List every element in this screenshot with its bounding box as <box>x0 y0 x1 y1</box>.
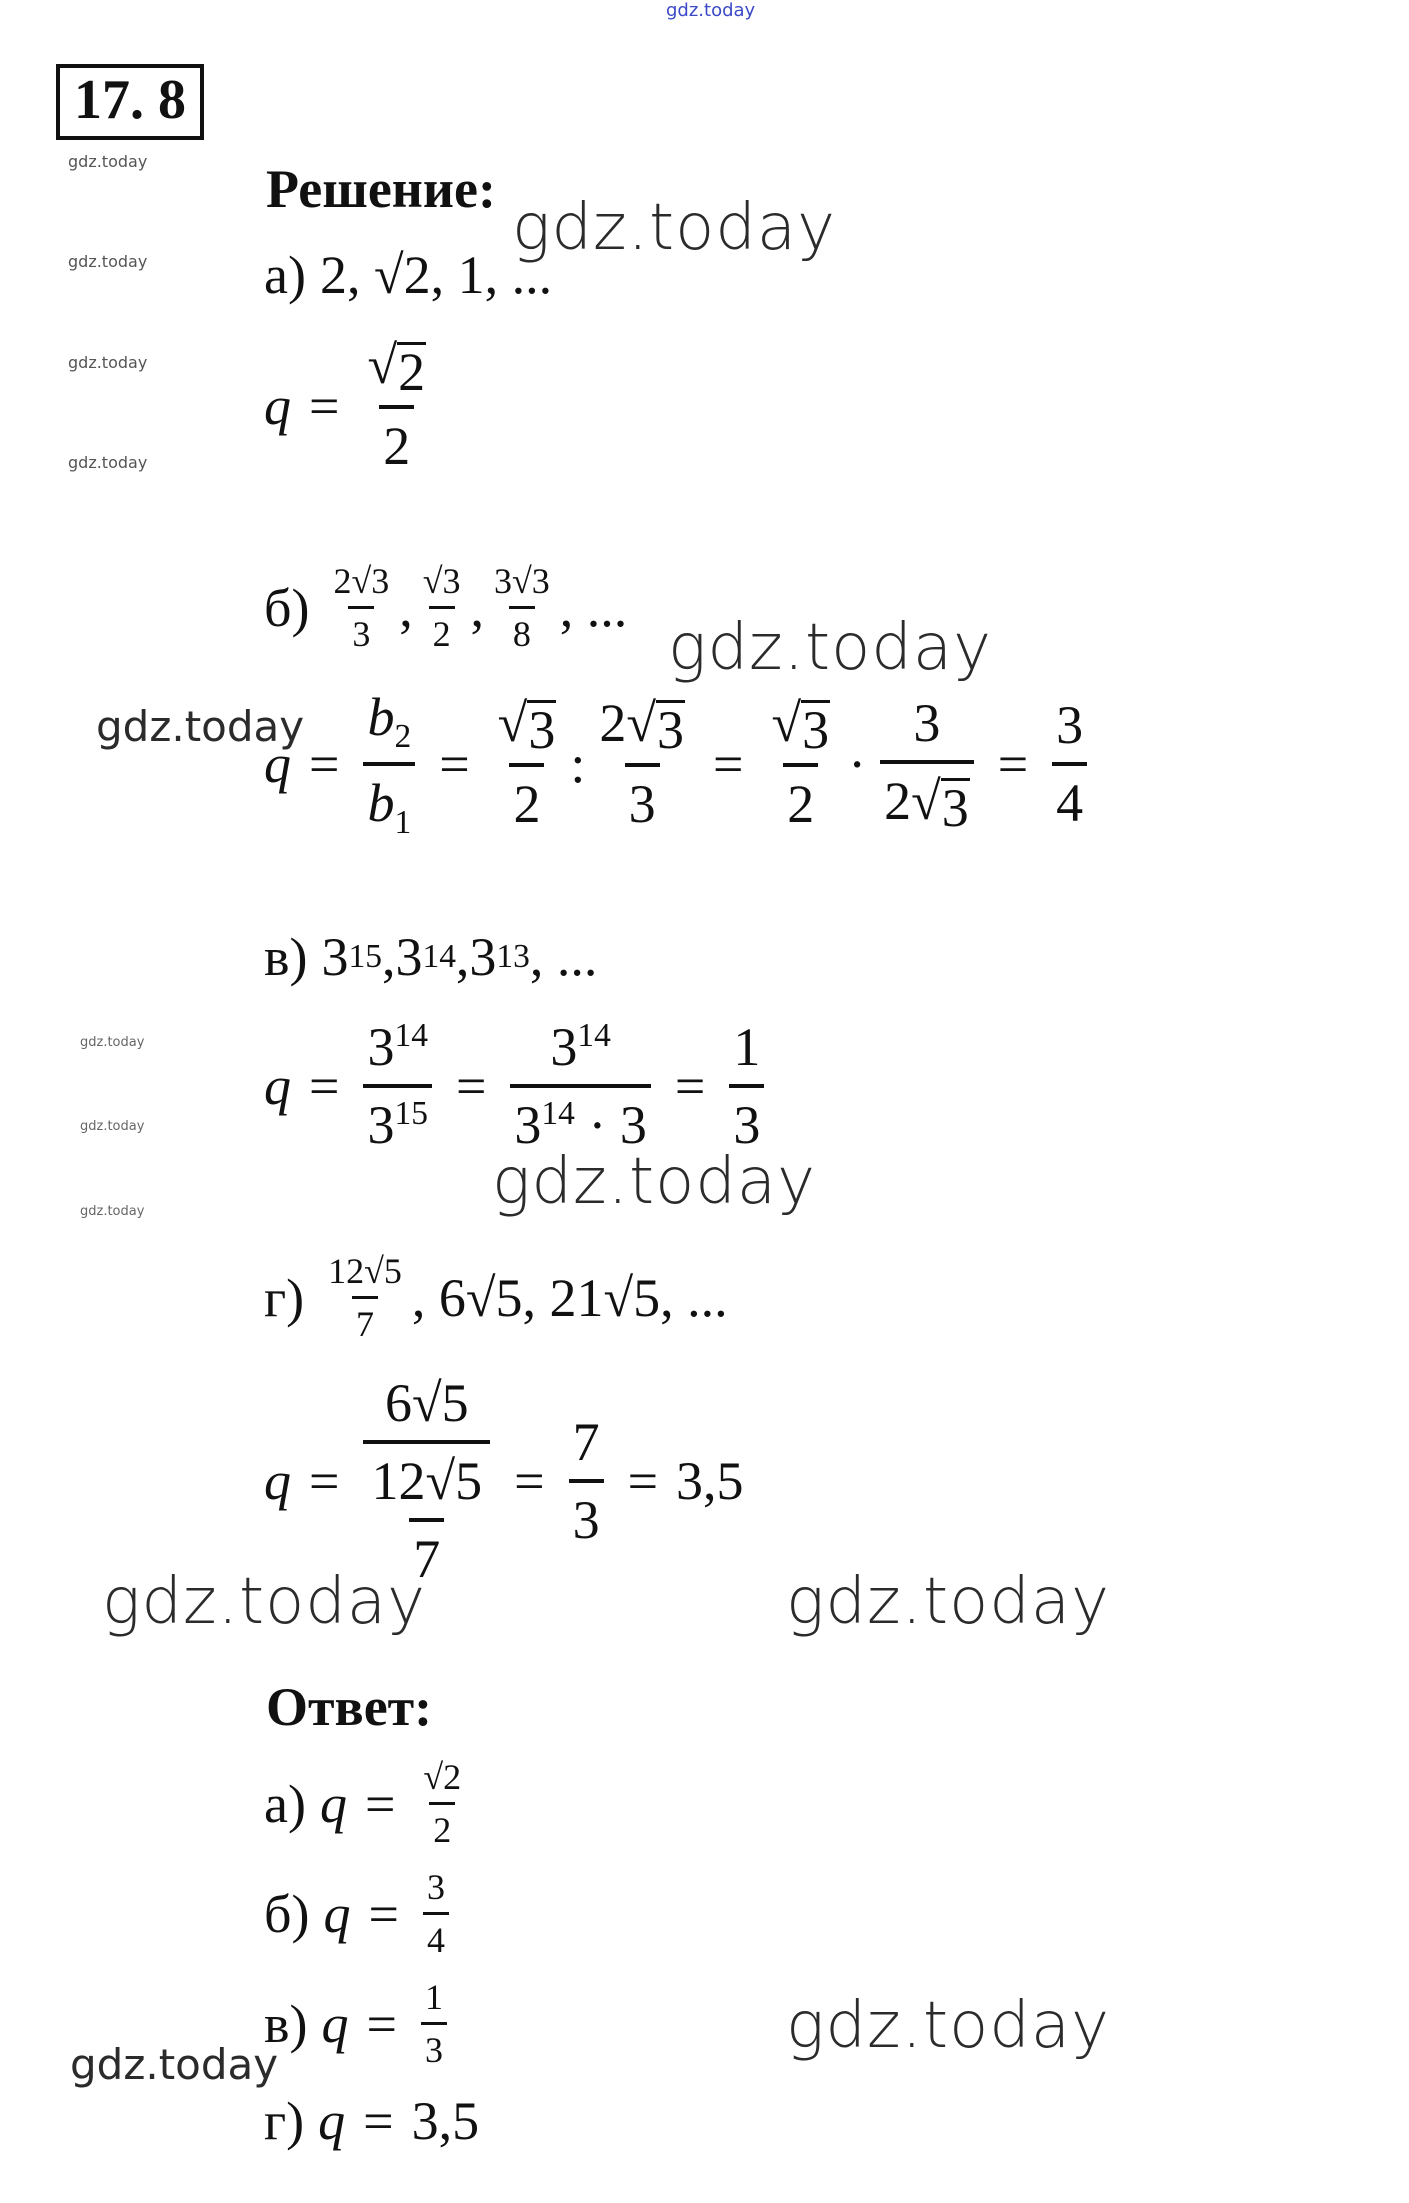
watermark-side: gdz.today <box>80 1035 145 1050</box>
fraction: 2 √ 3 3 <box>599 693 684 835</box>
watermark-side: gdz.today <box>80 1119 145 1134</box>
watermark-large: gdz.today <box>492 1145 816 1219</box>
watermark-large: gdz.today <box>102 1565 426 1639</box>
q-symbol: q <box>264 733 291 794</box>
fraction: $\frac{3}{4}$ <box>423 1866 449 1961</box>
part-a-terms: 2, √2, 1, ... <box>319 245 553 305</box>
watermark-large: gdz.today <box>786 1565 1110 1639</box>
fraction: 3 2 √ 3 <box>880 692 974 835</box>
part-v-label: в) <box>264 927 308 987</box>
fraction: $\frac{3^{14}}{3^{15}}$ <box>363 1016 431 1156</box>
part-a-sequence <box>264 244 552 306</box>
fraction: √ 3 2 <box>497 693 556 835</box>
part-v-sequence: в) 3 15 , 3 14 , 3 13 , ... <box>264 927 598 987</box>
part-a-label: а) <box>264 245 306 305</box>
fraction: $\frac{6√5}{\frac{12√5}{7}}$ <box>363 1372 490 1590</box>
fraction: $\frac{3}{4}$ <box>1052 694 1087 834</box>
watermark-medium: gdz.today <box>70 2040 279 2089</box>
part-b-ratio: q = $\frac{b_2}{b_1}$ = √ 3 2 : 2 √ 3 3 = √ 3 2 · 3 2 √ 3 = $\frac{3}{4}$ <box>264 686 1093 842</box>
watermark-side: gdz.today <box>80 1204 145 1219</box>
q-symbol: q <box>264 375 291 436</box>
equals-sign: = <box>309 375 340 436</box>
fraction: $\frac{√2}{2}$ <box>423 1757 462 1850</box>
part-b-sequence: б) $\frac{2√3}{3}$ , $\frac{√3}{2}$ , $\frac{3√3}{8}$ , ... <box>264 561 628 654</box>
watermark-top: gdz.today <box>666 0 756 21</box>
watermark-side: gdz.today <box>68 252 148 271</box>
part-v-ratio: q = $\frac{3^{14}}{3^{15}}$ = $\frac{3^{14}}{3^{14} \cdot 3}$ = $\frac{1}{3}$ <box>264 1016 770 1156</box>
answer-v: в) q = $\frac{1}{3}$ <box>264 1976 453 2071</box>
answer-b: б) q = $\frac{3}{4}$ <box>264 1866 455 1961</box>
fraction: $\frac{2√3}{3}$ <box>333 561 390 654</box>
fraction: $\frac{3^{14}}{3^{14} \cdot 3}$ <box>510 1016 650 1156</box>
watermark-side: gdz.today <box>68 152 148 171</box>
watermark-side: gdz.today <box>68 453 148 472</box>
solution-heading: Решение: <box>266 159 496 219</box>
fraction: √ 3 2 <box>771 693 830 835</box>
part-g-label: г) <box>264 1267 305 1328</box>
watermark-side: gdz.today <box>68 353 148 372</box>
fraction: $\frac{1}{3}$ <box>729 1016 764 1156</box>
fraction: $\frac{√3}{2}$ <box>422 561 461 654</box>
problem-number: 17. 8 <box>56 64 204 140</box>
fraction: $\frac{b_2}{b_1}$ <box>363 686 415 842</box>
answer-a: а) q = $\frac{√2}{2}$ <box>264 1756 471 1851</box>
watermark-medium: gdz.today <box>96 702 305 751</box>
sqrt: √ 2 <box>367 335 426 402</box>
watermark-large: gdz.today <box>512 191 836 265</box>
part-g-ratio: q = $\frac{6√5}{\frac{12√5}{7}}$ = $\frac{7}{3}$ = 3,5 <box>264 1373 744 1589</box>
fraction: $\frac{1}{3}$ <box>421 1976 447 2071</box>
fraction: $\frac{7}{3}$ <box>569 1411 604 1551</box>
part-b-label: б) <box>264 577 310 638</box>
part-g-sequence: г) $\frac{12√5}{7}$ , 6√5, 21√5, ... <box>264 1251 728 1344</box>
fraction: $\frac{12√5}{7}$ <box>371 1451 483 1589</box>
part-a-ratio <box>264 334 436 477</box>
fraction: √ 2 2 <box>367 335 426 476</box>
watermark-large: gdz.today <box>668 611 992 685</box>
fraction: $\frac{3√3}{8}$ <box>494 561 550 654</box>
answer-heading: Ответ: <box>266 1677 433 1737</box>
answer-g: г) q = 3,5 <box>264 2091 480 2151</box>
fraction: $\frac{12√5}{7}$ <box>328 1251 402 1344</box>
watermark-large: gdz.today <box>786 1989 1110 2063</box>
